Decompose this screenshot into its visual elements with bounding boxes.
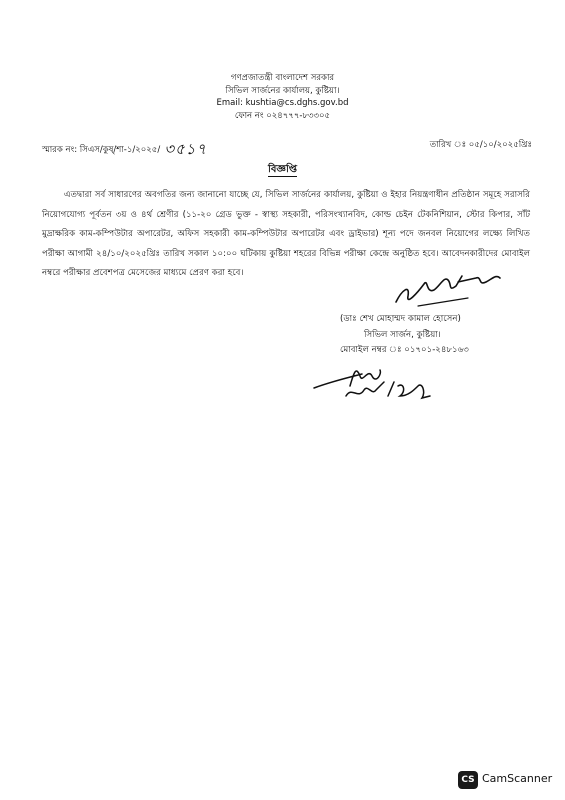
signatory-designation: সিভিল সার্জন, কুষ্টিয়া। — [364, 329, 441, 340]
camscanner-logo-icon: CS — [458, 771, 478, 789]
memo-number — [42, 136, 207, 161]
signature-icon — [388, 262, 508, 312]
signatory-name: (ডাঃ শেখ মোহাম্মদ কামাল হোসেন) — [340, 314, 461, 324]
notice-body: এতদ্বারা সর্ব সাধারণের অবগতির জন্য জানানো যাচ্ছে যে, সিভিল সার্জনের কার্যালয়, কুষ্টিয়া ও ইহার নিয়ন্ত্রণাধীন প্রতিষ্ঠান সমূহে সরাসরি নিয়োগযোগ্য পূর্বতন ৩য় ও ৪র্থ শ্রেণীর (১১-২০ গ্রেড ভুক্ত - স্বাস্থ্য সহকারী, পরিসংখ্যানবিদ, কোল্ড চেইন টেকনিশিয়ান, স্টোর কিপার, সাঁট মুদ্রাক্ষরিক কাম-কম্পিউটার অপারেটর, অফিস সহকারী কাম-কম্পিউটার অপারেটর এবং ড্রাইভার) শূন্য পদে জনবল নিয়োগের লক্ষ্যে লিখিত পরীক্ষা আগামী ২৪/১০/২০২৫খ্রিঃ তারিখ সকাল ১০:০০ ঘটিকায় কুষ্টিয়া শহরের বিভিন্ন পরীক্ষা কেন্দ্রে অনুষ্ঠিত হবে। আবেদনকারীদের মোবাইল নম্বরে পরীক্ষার প্রবেশপত্র মেসেজের মাধ্যমে প্রেরণ করা হবে। — [42, 190, 530, 278]
notice-title-text: বিজ্ঞপ্তি — [267, 164, 298, 175]
office-phone: ফোন নং ০২৪৭৭৭-৮৩৩০৫ — [234, 110, 331, 121]
notice-title — [0, 162, 565, 179]
memo-number-label: স্মারক নং: সিএস/কুষ্/শা-১/২০২৫/ — [42, 145, 161, 155]
office-name: সিভিল সার্জনের কার্যালয়, কুষ্টিয়া। — [225, 85, 340, 96]
signatory-block — [340, 312, 520, 359]
letterhead — [0, 72, 565, 122]
camscanner-watermark — [458, 769, 562, 791]
memo-number-handwritten: ৩৫১৭ — [164, 140, 208, 158]
camscanner-label: CamScanner — [482, 772, 553, 785]
government-name: গণপ্রজাতন্ত্রী বাংলাদেশ সরকার — [230, 73, 335, 83]
memo-date: তারিখ ঃ ০৫/১০/২০২৫খ্রিঃ — [429, 140, 532, 150]
office-email: Email: kushtia@cs.dghs.gov.bd — [216, 98, 349, 108]
signatory-mobile: মোবাইল নম্বর ঃ ০১৭০১-২৪৮১৬৩ — [340, 345, 469, 355]
handwriting-icon — [310, 356, 450, 406]
signature — [388, 262, 508, 312]
handwritten-initial-date — [310, 356, 450, 406]
